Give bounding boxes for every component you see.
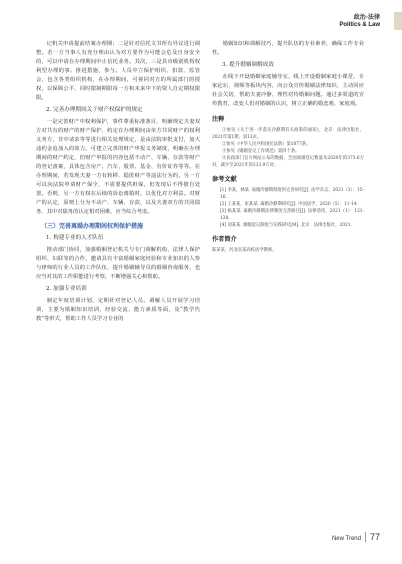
header-accent-bar bbox=[394, 12, 402, 30]
right-column bbox=[212, 40, 364, 254]
page-footer bbox=[332, 532, 380, 542]
references-title: 参考文献 bbox=[212, 176, 237, 183]
section-title-cn: 政治·法律 bbox=[353, 14, 380, 21]
paragraph: 制定年度培训计划，定期针对登记人员、调解人员开展学习培训，主要为婚姻知识培训、经验交流、能力素质等面，及“教学代教”等形式，帮助工作人员学习专业的 bbox=[36, 298, 200, 322]
note-item: ④民政部门官方网站公布的数据，全国离婚登记数量从2020年的373.6万对，减少至2021年的213.9万对。 bbox=[212, 156, 364, 168]
paragraph: 在线下开设婚姻家庭辅导室、线上开设婚姻家庭小课堂、专家论坛、视频等板块内容，向公众宣传婚姻法律知识，主动回应社会关切，帮助夫妻冷静、理性对待婚姻问题。通过多渠道的宣传教育，改变人们对婚姻的认识，树立正确的婚恋观、家庭观。 bbox=[212, 74, 364, 107]
page-header bbox=[339, 12, 380, 28]
note-item: ②参见《中华人民共和国民法典》第1077条。 bbox=[222, 142, 311, 147]
reference-item: [1] 李某，林某. 离婚冷静期制度的完善研究[J]. 法学杂志，2021（3）：15-16. bbox=[220, 188, 364, 200]
notes-title: 注释 bbox=[212, 116, 225, 123]
reference-item: [3] 杨某某. 离婚冷静期法律制度完善路径[J]. 法律适用，2021（1）：121-128. bbox=[220, 209, 364, 221]
reference-item: [4] 刘某某. 婚姻登记制度与实践研究[M]. 北京：法律出版社，2021. bbox=[220, 223, 352, 228]
paragraph: 婚姻知识和调解技巧，提升队伍的专业素养，确保工作专业性。 bbox=[212, 41, 364, 56]
subheading: 2. 完善办理期间关于财产权保护的规定 bbox=[46, 107, 143, 113]
journal-name: New Trend bbox=[331, 536, 361, 542]
paragraph: 推动部门协同，加强婚姻登记机关与专门调解机构、法律人保护组织、妇联等的合作，邀请具有丰富婚姻家庭经验和专业知识的人参与律师的行业人员的工作队伍，提升婚姻辅导员的婚姻咨询服务，也应当对其的工作职能进行考察，不断增强关心和帮助。 bbox=[36, 247, 200, 280]
reference-item: [2] 王某某，张某某. 离婚冷静期研究[J]. 中国法学，2020（5）：11-14. bbox=[220, 202, 358, 207]
section-title-en: Politics & Law bbox=[339, 22, 380, 28]
note-item: ③参见《婚姻登记工作规范》第四十条。 bbox=[222, 149, 300, 154]
paragraph: 记机关申请提前结案办理期；二是针对信托文书所有异议进行调整。若一方当事人有充分理由认为对方要作为可能会危及自身安全的，可以申请在办理期间中止信托业务。其次，三是县市级别机构权利型办理的事。推进措施，参与。人员中立保护组织、扣款、监管会，包含各类组织机构，在办理期间，可视同对方的所属部门的授权，以保障公平，同时限制期限每一方和未来中下的资人自定期权限限。 bbox=[36, 41, 200, 101]
subheading: 3. 提升婚姻调解成效 bbox=[222, 62, 274, 68]
section-heading: （三）完善离婚办理期间权利保护措施 bbox=[41, 223, 144, 230]
subheading: 2. 加强专业培训 bbox=[46, 286, 87, 292]
subheading: 1. 构建专业的人才队伍 bbox=[46, 235, 104, 241]
note-item: ①参见《关于进一步落实冷静期有关政策的通知》，北京：法律出版社，2021年第1期，第13页。 bbox=[212, 128, 364, 140]
author-title: 作者简介 bbox=[212, 236, 237, 243]
left-column bbox=[36, 40, 200, 324]
author-info: 陈某某，河北省某高校法学教师。 bbox=[212, 248, 277, 253]
page-number: 77 bbox=[365, 532, 380, 542]
notes-list bbox=[212, 127, 364, 169]
paragraph: 一是完善财产中权利保护，事件尊重标准条目，明确规定夫妻双方对共有的财产的财产保护，约定在办理期间由单方共同财产的权利义务方，非中请求等等进行相关处理规定，是由法院审批支付，加大违约金追加入的效力。可建立完善的财产申报义务制度，明确在办理期间的财产约定，但财产申报的内容包括不动产、车辆、存款等财产的登记备案，具体包含房产、汽车、股票、基金、有价证券等等。在办理期间，若发现夫妻一方有转移、隐匿财产等违法行为的，另一方可以向法院申请财产保全，不需要提供担保，但发现后不得擅自处置。否则，另一方有权在后续的诉讼离婚时，以优化对方利益。对财产的认定，原则上分为不动产、车辆、存款，以及夫妻双方的共同债务，其中对债务的认定相对困难，应当综合考虑。 bbox=[36, 119, 200, 215]
